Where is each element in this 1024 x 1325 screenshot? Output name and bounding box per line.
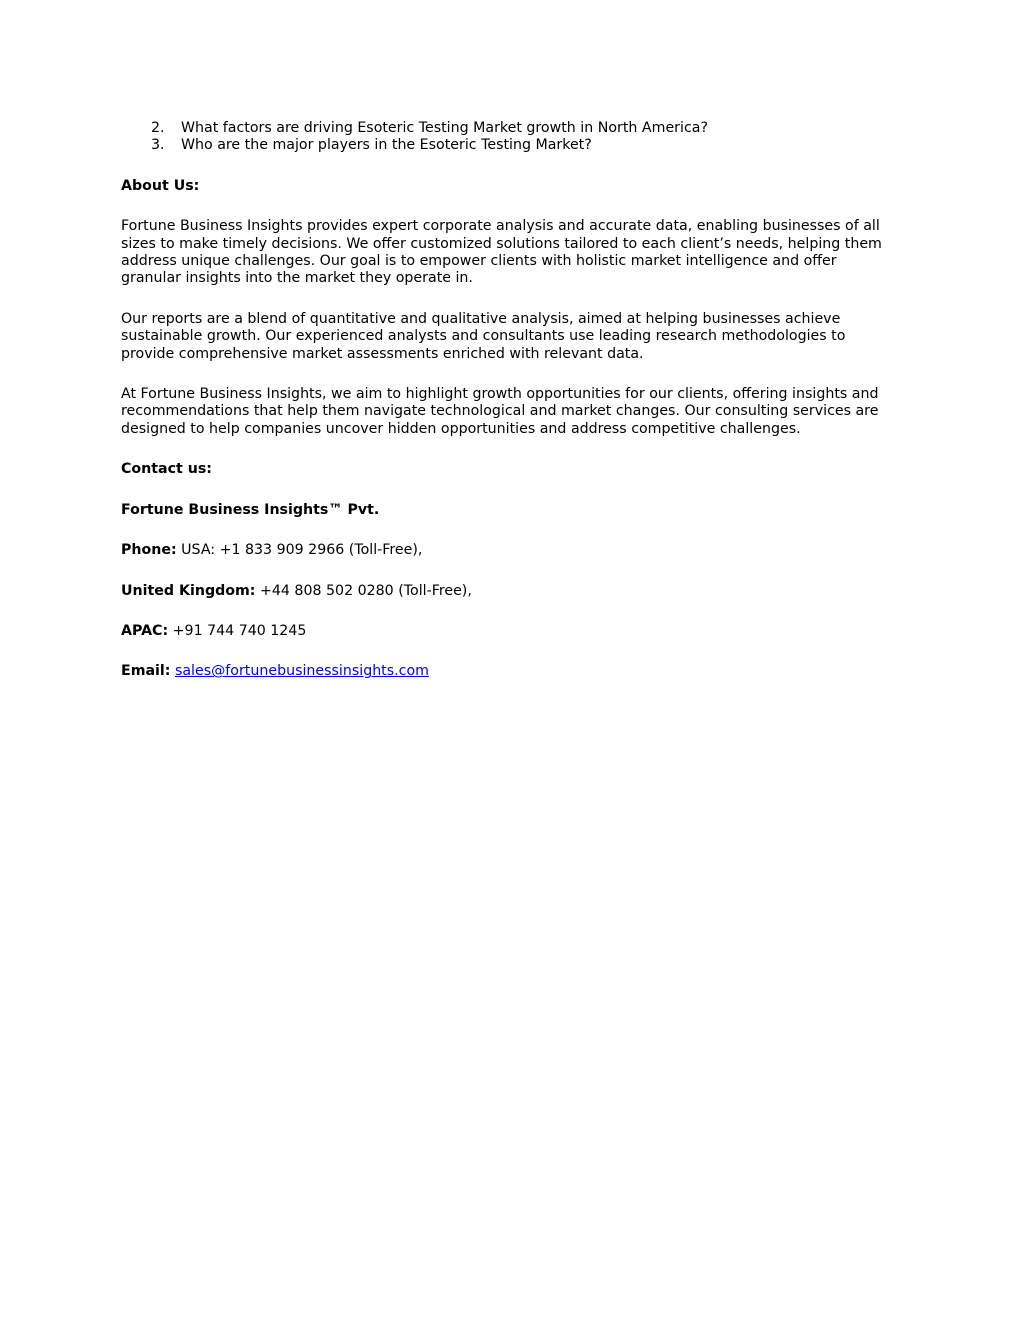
about-heading: About Us:: [121, 177, 200, 194]
apac-phone-value: +91 744 740 1245: [168, 622, 307, 639]
company-name: Fortune Business Insights™ Pvt.: [121, 501, 380, 518]
document-body: [121, 120, 901, 681]
about-paragraph: Our reports are a blend of quantitative and qualitative analysis, aimed at helping businesses achieve sustainable growth. Our experienced analysts and consultants use leading research methodologies to provide comprehensive market assessments enriched with relevant data.: [121, 310, 846, 362]
email-line: [121, 663, 901, 680]
apac-phone-label: APAC:: [121, 622, 169, 639]
uk-phone-label: United Kingdom:: [121, 582, 256, 599]
list-item: [121, 137, 901, 154]
uk-phone-line: [121, 583, 901, 600]
phone-line: [121, 542, 901, 559]
question-list: [121, 120, 901, 155]
uk-phone-value: +44 808 502 0280 (Toll-Free),: [255, 582, 472, 599]
apac-phone-line: [121, 623, 901, 640]
list-item: [121, 120, 901, 137]
contact-heading: Contact us:: [121, 461, 212, 478]
list-item-text: What factors are driving Esoteric Testing Market growth in North America?: [181, 120, 708, 136]
list-item-text: Who are the major players in the Esoteric Testing Market?: [181, 137, 592, 154]
about-paragraph: At Fortune Business Insights, we aim to highlight growth opportunities for our clients, offering insights and recommendations that help them navigate technological and market changes. Our consulting services are designed to help companies uncover hidden opportunities and address competitive challenges.: [121, 386, 879, 437]
phone-label: Phone:: [121, 542, 177, 559]
email-link[interactable]: sales@fortunebusinessinsights.com: [174, 663, 429, 680]
list-item-number: 2.: [151, 120, 165, 136]
email-label: Email:: [121, 663, 171, 680]
phone-value: USA: +1 833 909 2966 (Toll-Free),: [176, 542, 423, 559]
about-paragraph: Fortune Business Insights provides expert corporate analysis and accurate data, enabling businesses of all sizes to make timely decisions. We offer customized solutions tailored to each client’s needs, helping them address unique challenges. Our goal is to empower clients with holistic market intelligence and offer granular insights into the market they operate in.: [121, 218, 882, 287]
list-item-number: 3.: [151, 137, 165, 154]
